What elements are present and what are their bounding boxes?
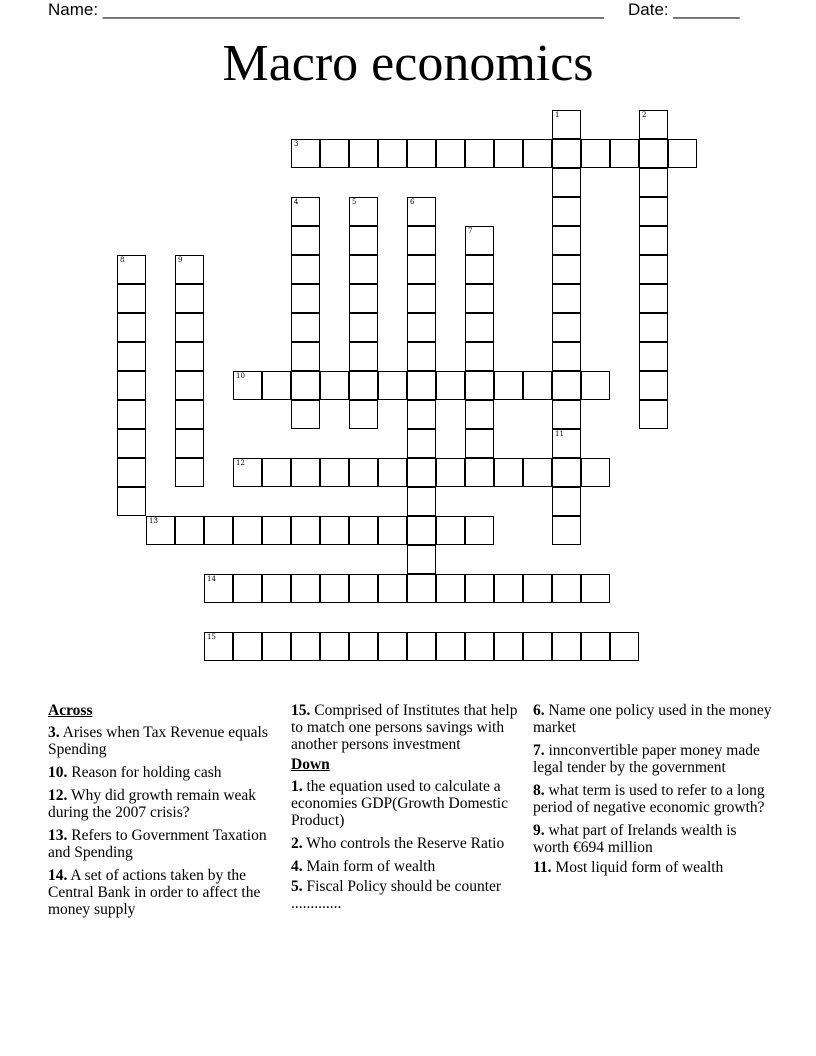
clue-column-3 [533, 702, 773, 882]
cell-number: 6 [410, 198, 415, 206]
clue-text: what part of Irelands wealth is worth €694 million [533, 822, 737, 856]
clue-number: 14. [48, 867, 68, 884]
down-heading: Down [291, 756, 330, 773]
cell-number: 1 [555, 111, 560, 119]
clue-number: 7. [533, 742, 545, 759]
across-clue-3 [48, 724, 276, 758]
grid-cell[interactable] [175, 313, 204, 342]
grid-cell[interactable] [117, 487, 146, 516]
cell-number: 9 [178, 256, 183, 264]
grid-cell[interactable] [552, 284, 581, 313]
grid-cell[interactable] [465, 371, 494, 400]
grid-cell[interactable] [581, 458, 610, 487]
clue-number: 1. [291, 778, 303, 795]
grid-cell[interactable] [291, 226, 320, 255]
grid-cell[interactable] [175, 255, 204, 284]
grid-cell[interactable] [320, 371, 349, 400]
grid-cell[interactable] [639, 255, 668, 284]
grid-cell[interactable] [407, 574, 436, 603]
grid-cell[interactable] [639, 168, 668, 197]
grid-cell[interactable] [175, 342, 204, 371]
grid-cell[interactable] [175, 400, 204, 429]
grid-cell[interactable] [204, 574, 233, 603]
grid-cell[interactable] [349, 342, 378, 371]
down-clue-1 [291, 778, 526, 829]
grid-cell[interactable] [523, 458, 552, 487]
cell-number: 14 [207, 575, 216, 583]
grid-cell[interactable] [407, 429, 436, 458]
grid-cell[interactable] [436, 632, 465, 661]
grid-cell[interactable] [407, 487, 436, 516]
grid-cell[interactable] [291, 313, 320, 342]
grid-cell[interactable] [552, 226, 581, 255]
grid-cell[interactable] [639, 342, 668, 371]
clue-text: the equation used to calculate a economies GDP(Growth Domestic Product) [291, 778, 508, 829]
grid-cell[interactable] [349, 284, 378, 313]
grid-cell[interactable] [552, 168, 581, 197]
down-clue-4 [291, 858, 526, 875]
clue-text: Main form of wealth [302, 858, 436, 875]
grid-cell[interactable] [407, 197, 436, 226]
grid-cell[interactable] [436, 371, 465, 400]
grid-cell[interactable] [291, 371, 320, 400]
clue-text: Name one policy used in the money market [533, 702, 772, 736]
grid-cell[interactable] [349, 197, 378, 226]
clue-number: 6. [533, 702, 545, 719]
clue-number: 3. [48, 724, 60, 741]
grid-cell[interactable] [639, 110, 668, 139]
grid-cell[interactable] [552, 400, 581, 429]
grid-cell[interactable] [552, 632, 581, 661]
grid-cell[interactable] [349, 458, 378, 487]
grid-cell[interactable] [407, 632, 436, 661]
grid-cell[interactable] [291, 574, 320, 603]
grid-cell[interactable] [581, 632, 610, 661]
grid-cell[interactable] [465, 313, 494, 342]
grid-cell[interactable] [349, 632, 378, 661]
clue-text: Reason for holding cash [67, 764, 222, 781]
grid-cell[interactable] [639, 284, 668, 313]
grid-cell[interactable] [233, 458, 262, 487]
grid-cell[interactable] [175, 284, 204, 313]
cell-number: 12 [236, 459, 245, 467]
clue-column-2 [291, 702, 526, 918]
grid-cell[interactable] [407, 255, 436, 284]
clue-text: Who controls the Reserve Ratio [302, 835, 505, 852]
grid-cell[interactable] [552, 458, 581, 487]
cell-number: 3 [294, 140, 299, 148]
grid-cell[interactable] [175, 458, 204, 487]
grid-cell[interactable] [465, 226, 494, 255]
grid-cell[interactable] [117, 371, 146, 400]
grid-cell[interactable] [552, 371, 581, 400]
grid-cell[interactable] [407, 226, 436, 255]
grid-cell[interactable] [117, 400, 146, 429]
grid-cell[interactable] [465, 632, 494, 661]
grid-cell[interactable] [581, 574, 610, 603]
grid-cell[interactable] [349, 371, 378, 400]
grid-cell[interactable] [378, 371, 407, 400]
across-clue-15 [291, 702, 526, 753]
cell-number: 13 [149, 517, 158, 525]
clue-text: Fiscal Policy should be counter ............. [291, 878, 502, 912]
grid-cell[interactable] [146, 516, 175, 545]
grid-cell[interactable] [117, 284, 146, 313]
grid-cell[interactable] [320, 516, 349, 545]
grid-cell[interactable] [117, 458, 146, 487]
down-clue-7 [533, 742, 773, 776]
grid-cell[interactable] [378, 574, 407, 603]
down-clue-5 [291, 878, 526, 912]
cell-number: 15 [207, 633, 216, 641]
page-title: Macro economics [222, 35, 594, 92]
down-clue-6 [533, 702, 773, 736]
clue-text: Most liquid form of wealth [551, 859, 724, 876]
clue-text: Refers to Government Taxation and Spending [48, 827, 267, 861]
grid-cell[interactable] [175, 516, 204, 545]
grid-cell[interactable] [668, 139, 697, 168]
clue-number: 5. [291, 878, 303, 895]
grid-cell[interactable] [552, 487, 581, 516]
clue-number: 8. [533, 782, 545, 799]
grid-cell[interactable] [494, 458, 523, 487]
across-clue-10 [48, 764, 276, 781]
grid-cell[interactable] [552, 255, 581, 284]
across-clue-12 [48, 787, 276, 821]
grid-cell[interactable] [552, 429, 581, 458]
grid-cell[interactable] [465, 429, 494, 458]
grid-cell[interactable] [465, 516, 494, 545]
grid-cell[interactable] [639, 400, 668, 429]
clue-number: 12. [48, 787, 68, 804]
grid-cell[interactable] [262, 516, 291, 545]
grid-cell[interactable] [465, 284, 494, 313]
across-clue-14 [48, 867, 276, 918]
grid-cell[interactable] [494, 632, 523, 661]
grid-cell[interactable] [407, 342, 436, 371]
grid-cell[interactable] [320, 139, 349, 168]
grid-cell[interactable] [581, 371, 610, 400]
grid-cell[interactable] [204, 516, 233, 545]
grid-cell[interactable] [407, 371, 436, 400]
grid-cell[interactable] [320, 574, 349, 603]
grid-cell[interactable] [349, 574, 378, 603]
across-heading: Across [48, 702, 93, 719]
grid-cell[interactable] [117, 313, 146, 342]
across-clue-13 [48, 827, 276, 861]
grid-cell[interactable] [639, 139, 668, 168]
grid-cell[interactable] [639, 371, 668, 400]
grid-cell[interactable] [436, 574, 465, 603]
grid-cell[interactable] [436, 516, 465, 545]
clue-number: 9. [533, 822, 545, 839]
clue-number: 15. [291, 702, 311, 719]
grid-cell[interactable] [523, 139, 552, 168]
grid-cell[interactable] [320, 632, 349, 661]
grid-cell[interactable] [407, 284, 436, 313]
grid-cell[interactable] [639, 197, 668, 226]
grid-cell[interactable] [233, 516, 262, 545]
clue-number: 11. [533, 859, 552, 876]
down-clue-8 [533, 782, 773, 816]
cell-number: 2 [642, 111, 647, 119]
grid-cell[interactable] [523, 574, 552, 603]
grid-cell[interactable] [117, 255, 146, 284]
grid-cell[interactable] [581, 139, 610, 168]
down-clue-9 [533, 822, 773, 856]
cell-number: 8 [120, 256, 125, 264]
clue-text: Why did growth remain weak during the 2007 crisis? [48, 787, 257, 821]
grid-cell[interactable] [465, 342, 494, 371]
grid-cell[interactable] [233, 574, 262, 603]
grid-cell[interactable] [175, 371, 204, 400]
grid-cell[interactable] [117, 342, 146, 371]
grid-cell[interactable] [407, 313, 436, 342]
grid-cell[interactable] [233, 632, 262, 661]
grid-cell[interactable] [552, 342, 581, 371]
clue-number: 4. [291, 858, 303, 875]
grid-cell[interactable] [291, 197, 320, 226]
grid-cell[interactable] [291, 516, 320, 545]
grid-cell[interactable] [349, 139, 378, 168]
grid-cell[interactable] [291, 632, 320, 661]
clue-text: A set of actions taken by the Central Bank in order to affect the money supply [48, 867, 261, 918]
grid-cell[interactable] [291, 284, 320, 313]
name-field-label[interactable]: Name: _____________________________________________________ [48, 0, 604, 19]
grid-cell[interactable] [610, 139, 639, 168]
grid-cell[interactable] [349, 516, 378, 545]
grid-cell[interactable] [262, 574, 291, 603]
grid-cell[interactable] [407, 400, 436, 429]
down-clue-2 [291, 835, 526, 852]
grid-cell[interactable] [349, 255, 378, 284]
grid-cell[interactable] [436, 458, 465, 487]
grid-cell[interactable] [349, 400, 378, 429]
grid-cell[interactable] [349, 313, 378, 342]
grid-cell[interactable] [465, 400, 494, 429]
grid-cell[interactable] [407, 139, 436, 168]
grid-cell[interactable] [291, 458, 320, 487]
grid-cell[interactable] [291, 342, 320, 371]
grid-cell[interactable] [552, 110, 581, 139]
cell-number: 10 [236, 372, 245, 380]
grid-cell[interactable] [349, 226, 378, 255]
down-clue-11 [533, 859, 773, 876]
grid-cell[interactable] [552, 574, 581, 603]
grid-cell[interactable] [262, 632, 291, 661]
grid-cell[interactable] [407, 545, 436, 574]
clue-text: innconvertible paper money made legal tender by the government [533, 742, 760, 776]
grid-cell[interactable] [465, 255, 494, 284]
grid-cell[interactable] [552, 313, 581, 342]
clue-text: Arises when Tax Revenue equals Spending [48, 724, 268, 758]
grid-cell[interactable] [378, 516, 407, 545]
grid-cell[interactable] [523, 632, 552, 661]
cell-number: 11 [555, 430, 564, 438]
clue-number: 13. [48, 827, 68, 844]
grid-cell[interactable] [407, 458, 436, 487]
grid-cell[interactable] [291, 139, 320, 168]
grid-cell[interactable] [465, 139, 494, 168]
clue-text: Comprised of Institutes that help to match one persons savings with another persons investment [291, 702, 518, 753]
grid-cell[interactable] [494, 371, 523, 400]
grid-cell[interactable] [262, 458, 291, 487]
clue-number: 2. [291, 835, 303, 852]
cell-number: 4 [294, 198, 299, 206]
grid-cell[interactable] [465, 574, 494, 603]
grid-cell[interactable] [117, 429, 146, 458]
grid-cell[interactable] [378, 139, 407, 168]
grid-cell[interactable] [291, 255, 320, 284]
grid-cell[interactable] [639, 226, 668, 255]
grid-cell[interactable] [233, 371, 262, 400]
grid-cell[interactable] [204, 632, 233, 661]
clue-column-1 [48, 702, 276, 924]
grid-cell[interactable] [291, 400, 320, 429]
grid-cell[interactable] [610, 632, 639, 661]
grid-cell[interactable] [523, 371, 552, 400]
grid-cell[interactable] [407, 516, 436, 545]
grid-cell[interactable] [465, 458, 494, 487]
date-field-label[interactable]: Date: _______ [628, 0, 740, 19]
grid-cell[interactable] [320, 458, 349, 487]
grid-cell[interactable] [639, 313, 668, 342]
grid-cell[interactable] [552, 139, 581, 168]
grid-cell[interactable] [494, 139, 523, 168]
grid-cell[interactable] [378, 632, 407, 661]
grid-cell[interactable] [175, 429, 204, 458]
cell-number: 5 [352, 198, 357, 206]
grid-cell[interactable] [552, 516, 581, 545]
grid-cell[interactable] [378, 458, 407, 487]
grid-cell[interactable] [552, 197, 581, 226]
cell-number: 7 [468, 227, 473, 235]
grid-cell[interactable] [262, 371, 291, 400]
grid-cell[interactable] [494, 574, 523, 603]
clue-number: 10. [48, 764, 68, 781]
grid-cell[interactable] [436, 139, 465, 168]
clue-text: what term is used to refer to a long period of negative economic growth? [533, 782, 765, 816]
